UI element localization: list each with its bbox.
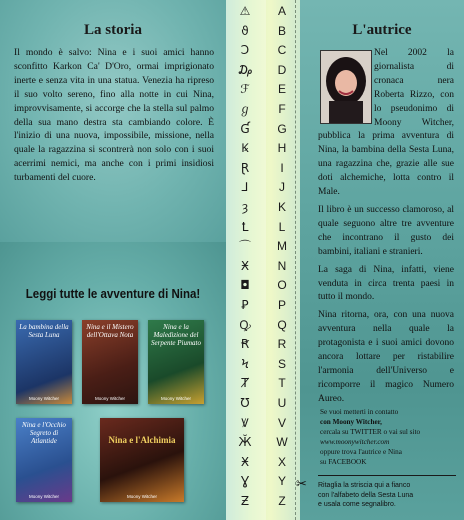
cut-line-1: Ritaglia la striscia qui a fianco xyxy=(318,482,411,489)
alphabet-letter-n: N xyxy=(277,258,287,273)
story-text: Il mondo è salvo: Nina e i suoi amici hanno sconfitto Karkon Ca' D'Oro, ormai imprigionato inerte e senza vita in una statua. Venezia ha ripreso il suo volto sereno, fino alla notte in cui Nina, improvvisamente, si accorge che la stella sul palmo della sua mano destra sta cambiando colore. È l'inizio di una nuova, impossibile, missione, nella quale la ragazzina si scontrerà non solo con i suoi acerrimi nemici, ma anche con i primi insidiosi turbamenti del cuore. xyxy=(14,47,214,184)
sixth-moon-glyph-l: Ꝉ xyxy=(241,219,249,234)
alphabet-letter-d: D xyxy=(277,62,287,77)
sixth-moon-glyph-v: Ꝟ xyxy=(241,415,249,430)
book-cover-4 xyxy=(16,418,72,502)
sixth-moon-glyph-i: Ɽ xyxy=(240,160,250,175)
alphabet-letter-r: R xyxy=(277,337,287,352)
author-title: L'autrice xyxy=(352,22,412,38)
alphabet-letter-l: L xyxy=(278,219,286,234)
contact-line-1: Se vuoi metterti in contatto xyxy=(320,408,399,416)
alphabet-letter-h: H xyxy=(277,141,287,156)
alphabet-letter-f: F xyxy=(278,102,286,116)
sixth-moon-glyph-p: Ꝑ xyxy=(241,298,249,312)
alphabet-letter-m: M xyxy=(277,239,287,254)
author-bio xyxy=(318,47,454,411)
sixth-moon-glyph-g: Ɠ xyxy=(240,121,250,136)
book-author-1: Moony Witcher xyxy=(28,396,59,401)
author-bio-paragraph-4: Nina ritorna, ora, con una nuova avventura nella quale la protagonista e i suoi amici dovono ancora lottare per ristabilire l'armonia dell'Universo e ricomporre il magico Numero Aureo. xyxy=(318,310,454,404)
contact-info xyxy=(320,407,456,467)
sixth-moon-glyph-z: Ƶ xyxy=(240,494,250,508)
story-title: La storia xyxy=(84,22,142,38)
sixth-moon-glyph-o: ◘ xyxy=(240,278,250,293)
divider xyxy=(318,475,456,476)
book-author-2: Moony Witcher xyxy=(94,396,125,401)
alphabet-letter-z: Z xyxy=(278,494,286,508)
contact-line-6: su FACEBOOK xyxy=(320,458,367,466)
sixth-moon-glyph-a: ⚠ xyxy=(239,4,251,18)
alphabet-letter-p: P xyxy=(277,298,286,312)
alphabet-letter-v: V xyxy=(277,415,286,430)
book-title-4: Nina e l'Occhio Segreto di Atlantide xyxy=(22,421,66,445)
alphabet-letter-s: S xyxy=(277,356,286,371)
contact-line-5: oppure trova l'autrice e Nina xyxy=(320,448,402,456)
sixth-moon-glyph-b: ϑ xyxy=(241,23,249,38)
scissors-icon: ✂ xyxy=(296,477,307,492)
alphabet-letter-y: Y xyxy=(277,474,286,489)
alphabet-letter-g: G xyxy=(277,121,287,136)
book-cover-1 xyxy=(16,320,72,404)
book-author-4: Moony Witcher xyxy=(28,494,59,499)
cut-line-2: con l'alfabeto della Sesta Luna xyxy=(318,491,414,499)
sixth-moon-glyph-j: ⅃ xyxy=(241,180,249,195)
alphabet-letter-o: O xyxy=(277,278,287,293)
sixth-moon-glyph-s: Ϟ xyxy=(241,356,249,371)
cut-line xyxy=(295,0,296,520)
alphabet-letter-c: C xyxy=(277,43,287,58)
sixth-moon-glyph-x: Ӿ xyxy=(240,454,250,469)
sixth-moon-glyph-w: Ӂ xyxy=(238,435,252,450)
sixth-moon-glyph-e: ℱ xyxy=(240,82,250,97)
book-title-5: Nina e l'Alchimia xyxy=(108,435,176,445)
book-title-1: La bambina della Sesta Luna xyxy=(19,323,69,339)
cut-instructions xyxy=(318,481,438,510)
book-author-3: Moony Witcher xyxy=(160,396,191,401)
alphabet-letter-j: J xyxy=(279,180,285,195)
sixth-moon-glyph-h: Ꝃ xyxy=(241,141,249,156)
alphabet-letter-e: E xyxy=(277,82,286,97)
contact-line-3: cercala su TWITTER o vai sul sito xyxy=(320,428,421,436)
alphabet-letter-b: B xyxy=(277,23,286,38)
author-bio-paragraph-1: Nel 2002 la giornalista di cronaca nera Roberta Rizzo, con lo pseudonimo di Moony Witcher, pubblica la prima avventura di Nina, la bambina della Sesta Luna, una ragazzina che, grazie alle sue doti alchemiche, lotta contro il Male. xyxy=(318,48,454,198)
author-bio-paragraph-2: Il libro è un successo clamoroso, al quale seguono altre tre avventure che incontrano il gusto dei bambini, italiani e stranieri. xyxy=(318,204,454,257)
alphabet-letter-w: W xyxy=(276,435,288,450)
sixth-moon-glyph-k: ȝ xyxy=(241,200,249,214)
sixth-moon-glyph-y: Ɣ xyxy=(240,474,250,489)
book-author-5: Moony Witcher xyxy=(126,494,157,499)
book-cover-5 xyxy=(100,418,184,502)
alphabet-letter-k: K xyxy=(277,200,286,214)
contact-line-2: con Moony Witcher, xyxy=(320,418,382,426)
sixth-moon-glyph-q: Ꝙ xyxy=(239,317,251,332)
books-heading: Leggi tutte le avventure di Nina! xyxy=(25,287,201,301)
book-cover-2 xyxy=(82,320,138,404)
cut-line-3: e usala come segnalibro. xyxy=(318,501,396,508)
sixth-moon-glyph-f: ℊ xyxy=(238,102,251,116)
alphabet-letter-x: X xyxy=(277,454,286,469)
alphabet-letter-q: Q xyxy=(277,317,287,332)
alphabet-letter-i: I xyxy=(280,160,284,175)
author-bio-paragraph-3: La saga di Nina, infatti, viene venduta in circa trenta paesi in tutto il mondo. xyxy=(318,264,454,303)
sixth-moon-glyph-t: Ⱦ xyxy=(241,376,249,391)
alphabet-letter-t: T xyxy=(278,376,286,391)
website-link[interactable]: www.moonywitcher.com xyxy=(320,438,390,446)
book-title-3: Nina e la Maledizione del Serpente Piumato xyxy=(151,323,201,347)
book-title-2: Nina e il Mistero dell'Ottava Nota xyxy=(86,323,134,339)
book-cover-3 xyxy=(148,320,204,404)
sixth-moon-glyph-d: ₯ xyxy=(237,62,253,77)
sixth-moon-glyph-r: Ꞧ xyxy=(240,337,250,352)
sixth-moon-glyph-n: Ӿ xyxy=(240,258,250,273)
alphabet-letter-u: U xyxy=(277,396,287,410)
alphabet-letter-a: A xyxy=(277,4,286,18)
sixth-moon-glyph-u: Ʊ xyxy=(240,396,250,410)
sixth-moon-glyph-c: Ↄ xyxy=(240,43,250,58)
sixth-moon-glyph-m: ⌒ xyxy=(238,239,251,254)
